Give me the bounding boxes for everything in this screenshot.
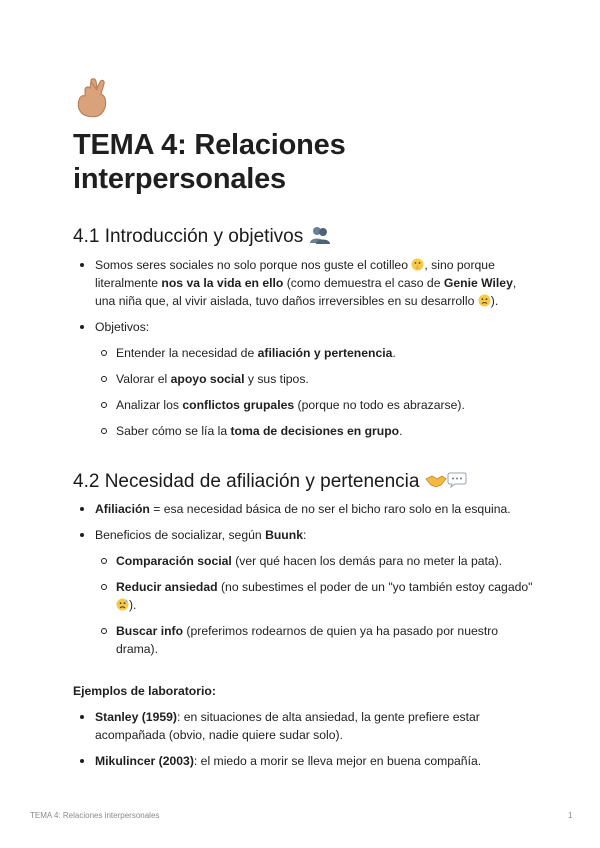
- section-4-2-body: [73, 500, 533, 658]
- examples-list: [73, 708, 533, 770]
- list-item: Somos seres sociales no solo porque nos guste el cotilleo , sino porque literalmente nos va la vida en ello (como demuestra el caso de Genie Wiley, una niña que, al vivir aislada, tuvo daños irreversibles en su desarrollo ).: [73, 256, 533, 310]
- page-title: TEMA 4: Relaciones interpersonales: [73, 129, 346, 195]
- handshake-icon: [425, 473, 447, 489]
- objective-item: Analizar los conflictos grupales (porque no todo es abrazarse).: [73, 396, 533, 414]
- section-4-1-body: [73, 256, 533, 440]
- page-number: 1: [568, 811, 573, 820]
- list-item: Mikulincer (2003): el miedo a morir se lleva mejor en buena compañía.: [73, 752, 533, 770]
- list-item: Beneficios de socializar, según Buunk:: [73, 526, 533, 544]
- speech-bubble-icon: [447, 471, 467, 489]
- sad-face-icon: [478, 294, 491, 307]
- objective-item: Entender la necesidad de afiliación y pertenencia.: [73, 344, 533, 362]
- benefit-item: Comparación social (ver qué hacen los demás para no meter la pata).: [73, 552, 533, 570]
- examples-label: Ejemplos de laboratorio:: [73, 684, 216, 698]
- shushing-face-icon: [411, 258, 424, 271]
- busts-icon: [309, 226, 331, 244]
- objective-item: Saber cómo se lía la toma de decisiones en grupo.: [73, 422, 533, 440]
- benefit-item: Buscar info (preferimos rodearnos de quien ya ha pasado por nuestro drama).: [73, 622, 533, 658]
- anxious-sweat-face-icon: [116, 598, 129, 611]
- section-heading-4-1: 4.1 Introducción y objetivos: [73, 225, 331, 249]
- list-item: Afiliación = esa necesidad básica de no ser el bicho raro solo en la esquina.: [73, 500, 533, 518]
- crossed-fingers-icon: [73, 76, 113, 120]
- section-heading-4-2: 4.2 Necesidad de afiliación y pertenencia: [73, 470, 467, 494]
- list-item: Objetivos:: [73, 318, 533, 336]
- objective-item: Valorar el apoyo social y sus tipos.: [73, 370, 533, 388]
- benefit-item: Reducir ansiedad (no subestimes el poder de un "yo también estoy cagado" ).: [73, 578, 533, 614]
- footer-title: TEMA 4: Relaciones interpersonales: [30, 811, 160, 820]
- list-item: Stanley (1959): en situaciones de alta ansiedad, la gente prefiere estar acompañada (obvio, nadie quiere sudar solo).: [73, 708, 533, 744]
